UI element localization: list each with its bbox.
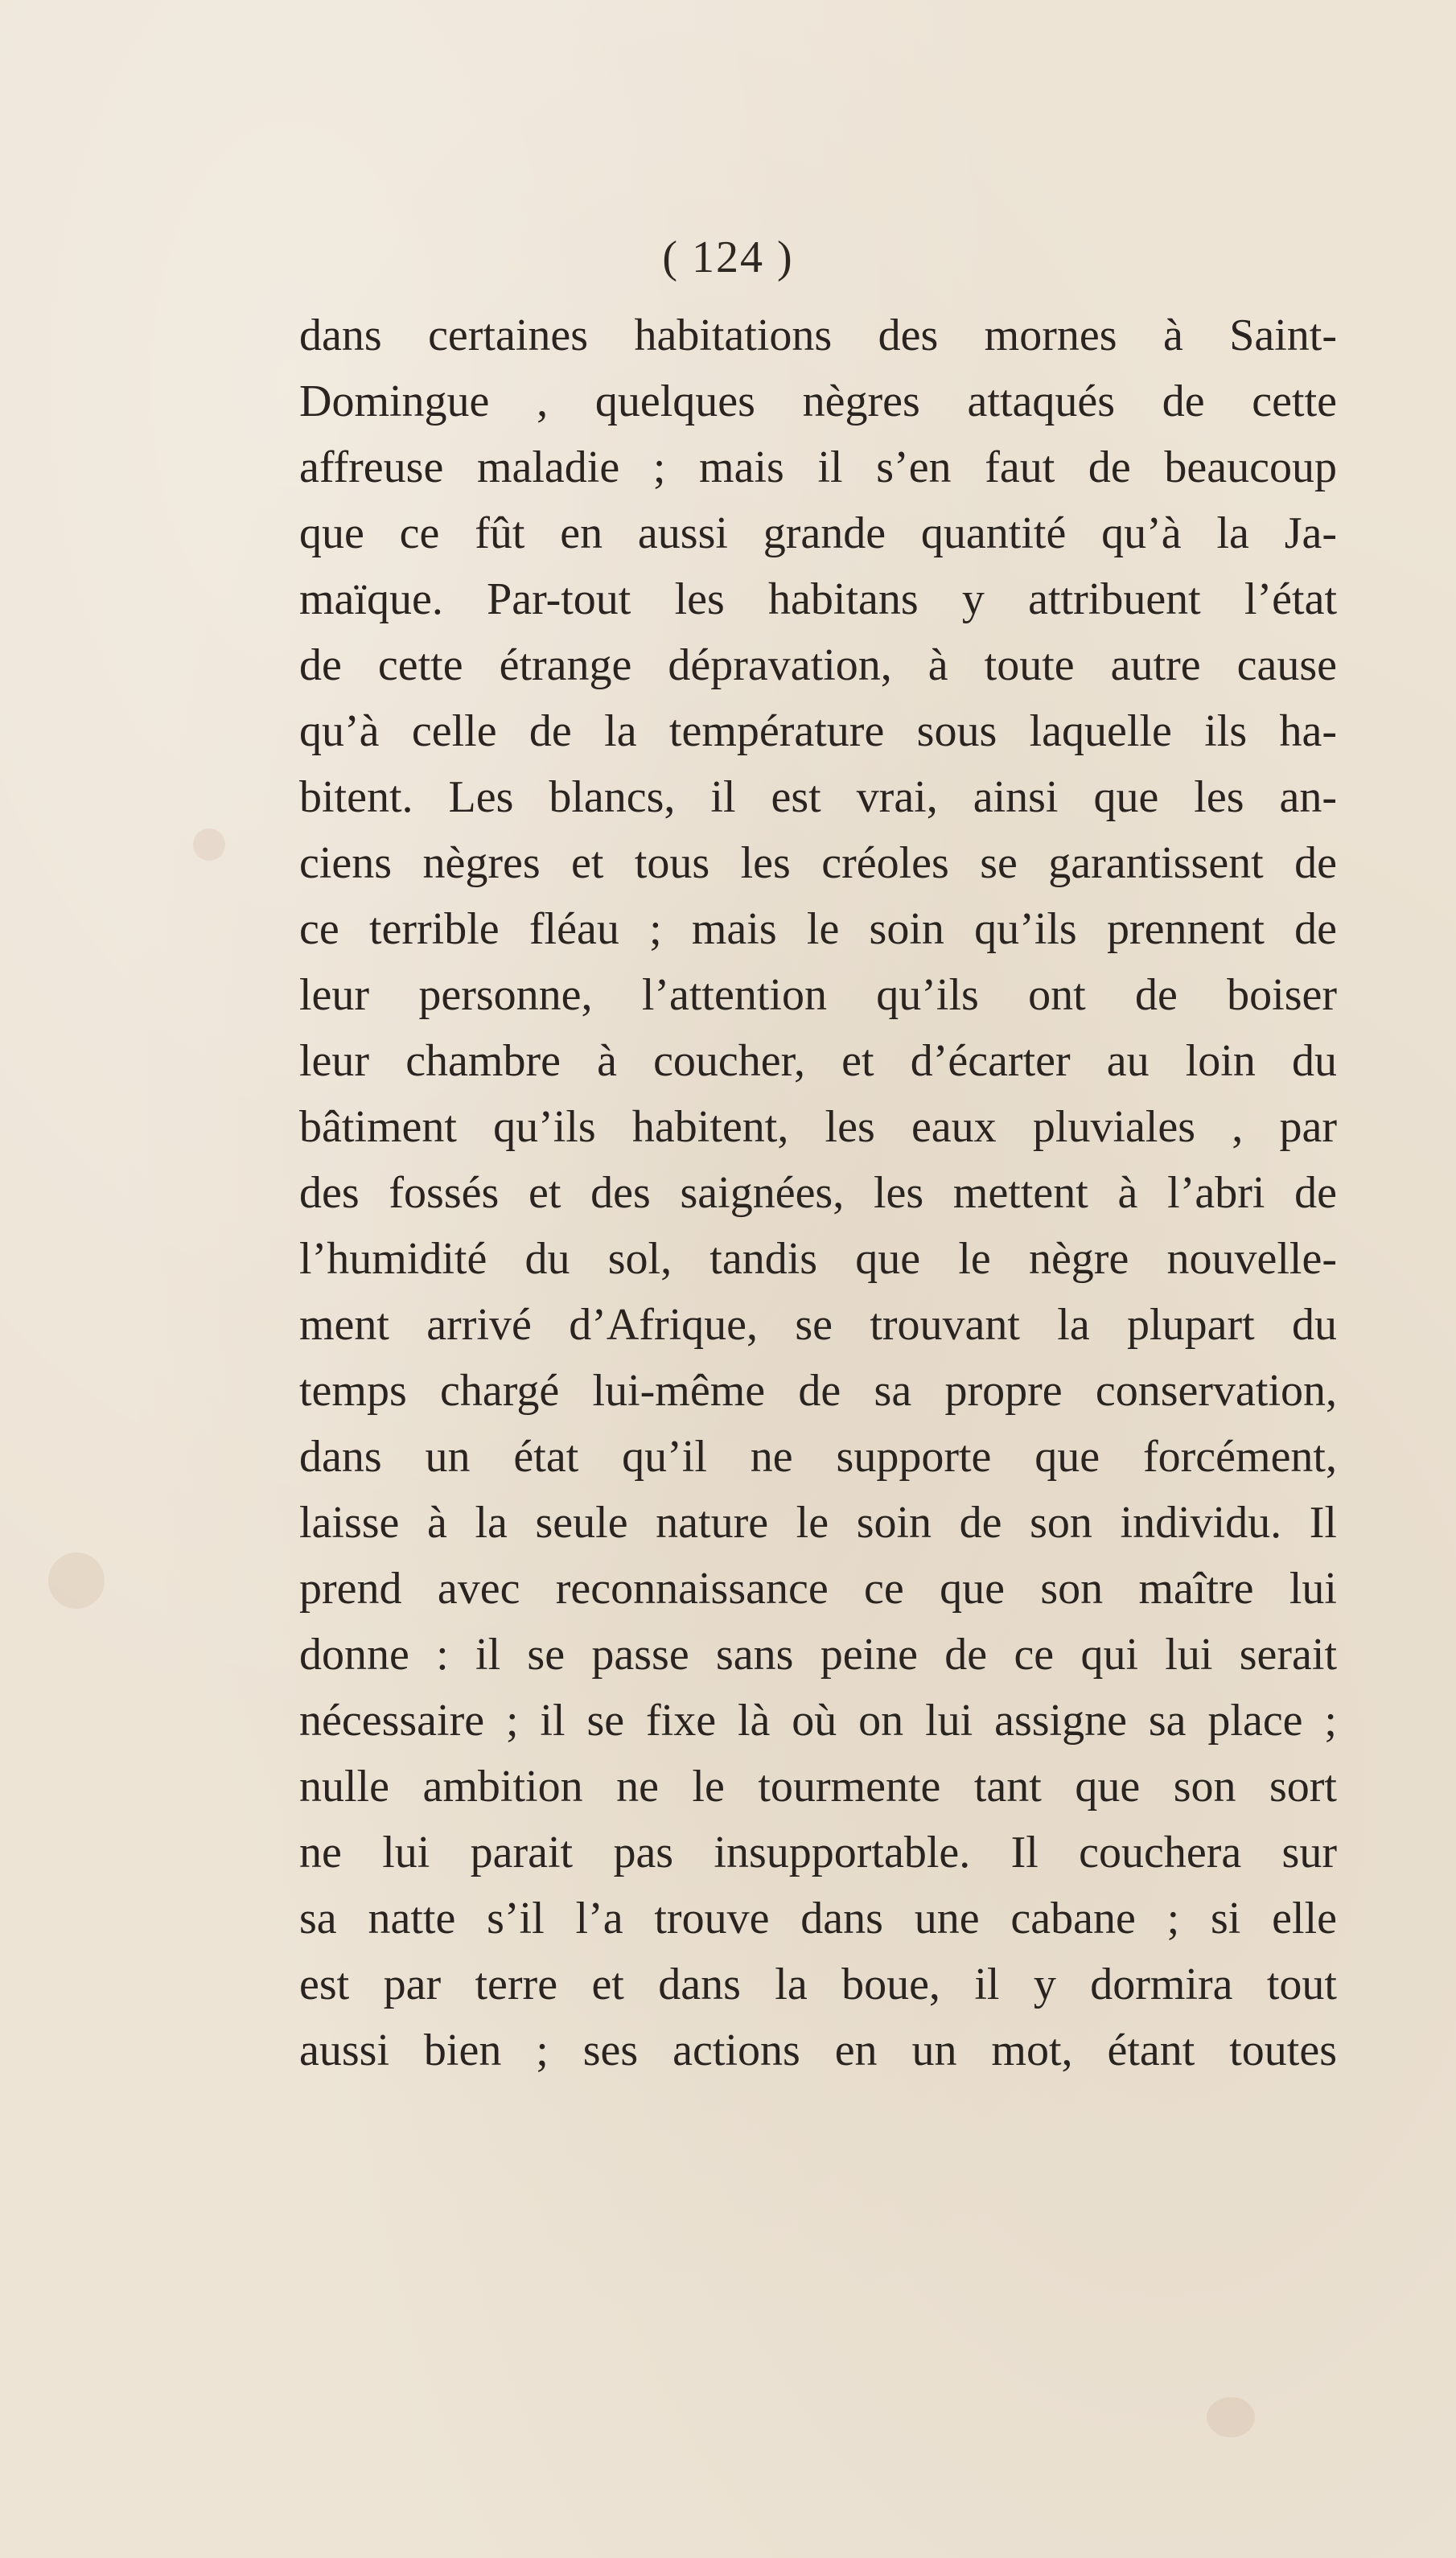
text-line: aussi bien ; ses actions en un mot, étant toutes [299,2025,1337,2075]
text-line: bâtiment qu’ils habitent, les eaux pluviales , par [299,1102,1337,1152]
text-line: ne lui parait pas insupportable. Il couchera sur [299,1828,1337,1877]
text-line: prend avec reconnaissance ce que son maître lui [299,1564,1337,1614]
text-line: affreuse maladie ; mais il s’en faut de beaucoup [299,442,1337,492]
text-line: Domingue , quelques nègres attaqués de cette [299,376,1337,426]
text-line: que ce fût en aussi grande quantité qu’à la Ja- [299,508,1337,558]
text-line: dans un état qu’il ne supporte que forcément, [299,1432,1337,1482]
text-line: laisse à la seule nature le soin de son individu. Il [299,1498,1337,1548]
text-line: qu’à celle de la température sous laquelle ils ha- [299,706,1337,756]
text-line: sa natte s’il l’a trouve dans une cabane ; si elle [299,1894,1337,1943]
text-line: des fossés et des saignées, les mettent à l’abri de [299,1168,1337,1218]
text-line: leur personne, l’attention qu’ils ont de boiser [299,970,1337,1020]
text-line: l’humidité du sol, tandis que le nègre nouvelle- [299,1234,1337,1284]
text-line: est par terre et dans la boue, il y dormira tout [299,1960,1337,2009]
text-line: leur chambre à coucher, et d’écarter au loin du [299,1036,1337,1086]
text-line: bitent. Les blancs, il est vrai, ainsi que les an- [299,772,1337,822]
paper-stain [193,829,225,861]
text-line: de cette étrange dépravation, à toute autre cause [299,640,1337,690]
body-text [299,302,1337,2083]
text-line: ce terrible fléau ; mais le soin qu’ils prennent de [299,904,1337,954]
text-line: dans certaines habitations des mornes à Saint- [299,310,1337,360]
text-line: ciens nègres et tous les créoles se garantissent de [299,838,1337,888]
text-line: ment arrivé d’Afrique, se trouvant la plupart du [299,1300,1337,1350]
paper-stain [1207,2397,1255,2437]
text-line: temps chargé lui-même de sa propre conservation, [299,1366,1337,1416]
paper-stain [48,1552,105,1609]
text-line: donne : il se passe sans peine de ce qui lui serait [299,1630,1337,1680]
text-line: nécessaire ; il se fixe là où on lui assigne sa place ; [299,1696,1337,1746]
page-number-header: ( 124 ) [662,232,794,282]
text-line: nulle ambition ne le tourmente tant que son sort [299,1762,1337,1812]
text-line: maïque. Par-tout les habitans y attribuent l’état [299,574,1337,624]
